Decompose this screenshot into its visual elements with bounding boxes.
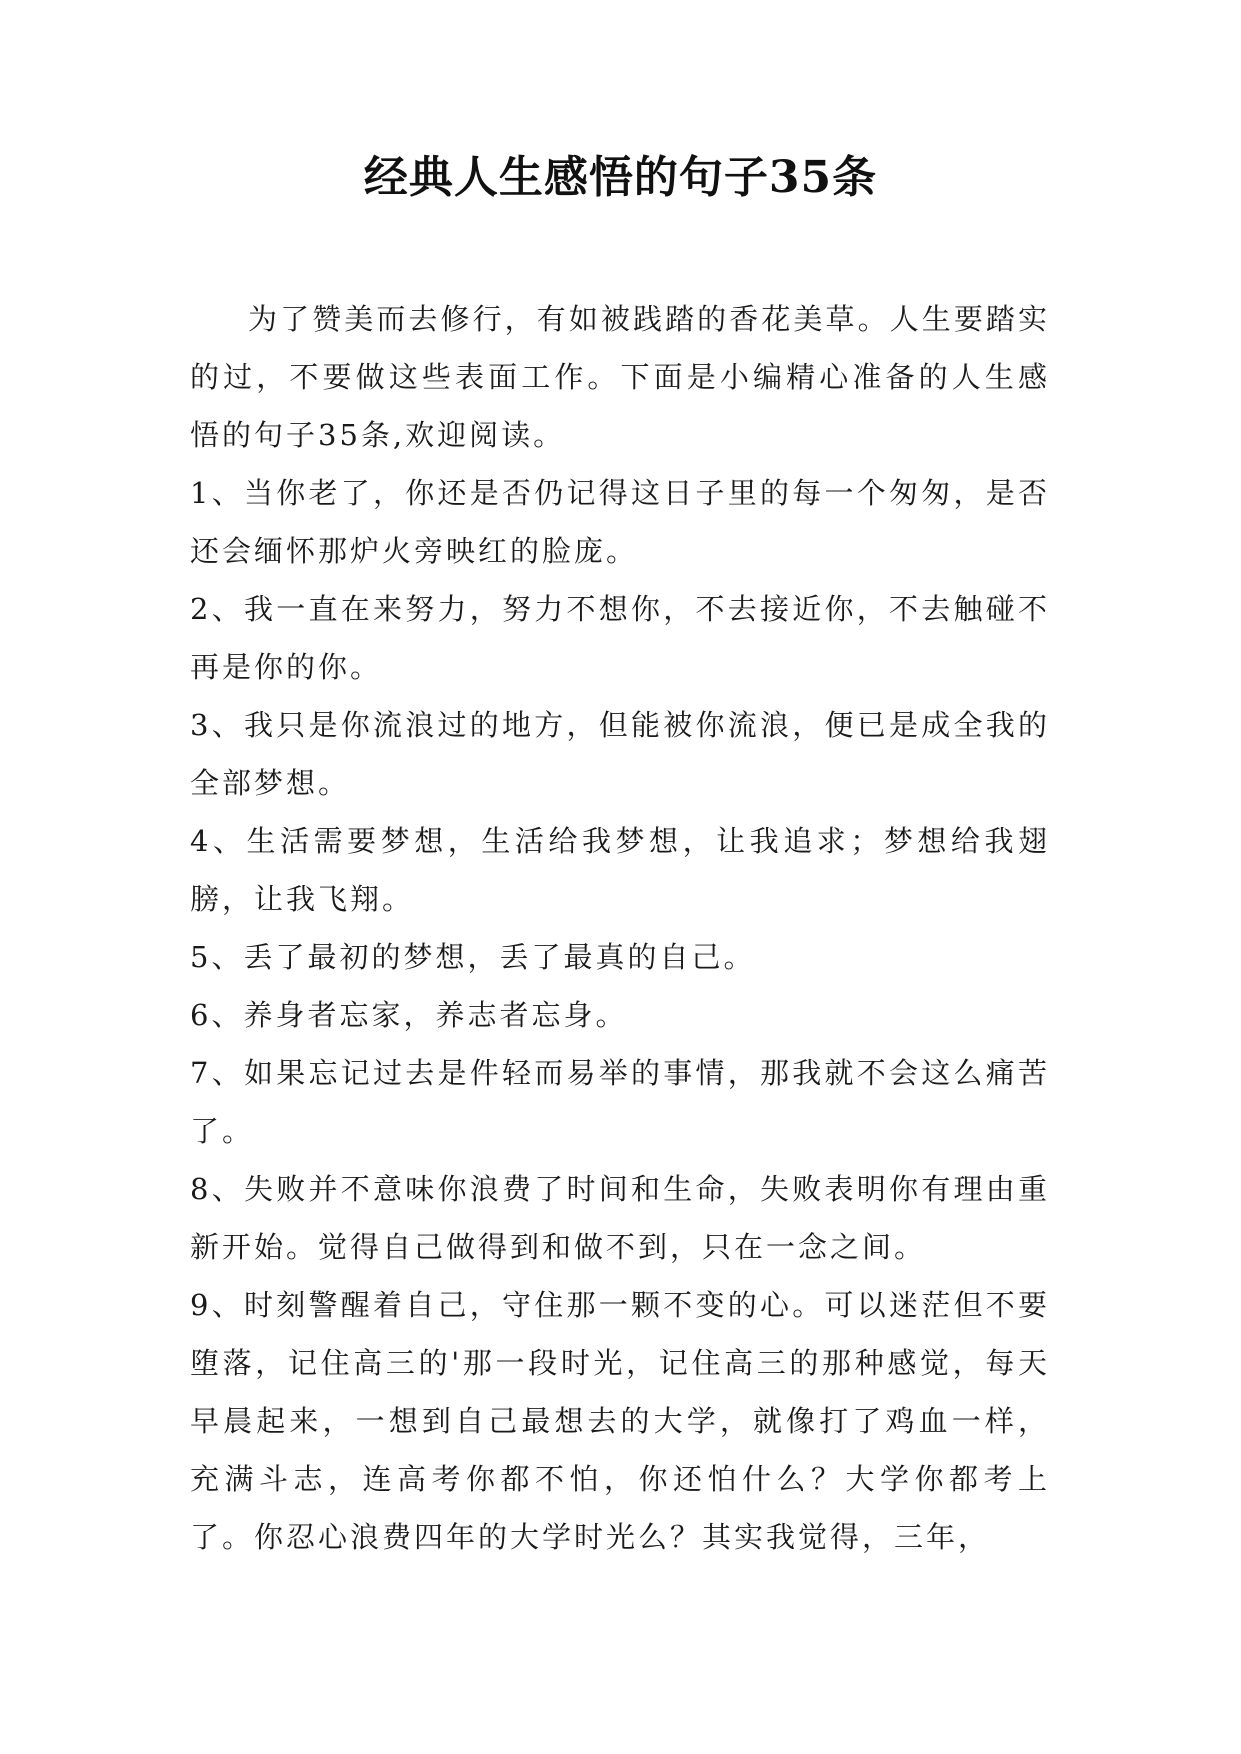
- document-body: [190, 290, 1050, 1566]
- list-item: 8、失败并不意味你浪费了时间和生命，失败表明你有理由重新开始。觉得自己做得到和做不到，只在一念之间。: [190, 1172, 1050, 1264]
- list-item: 6、养身者忘家，养志者忘身。: [190, 998, 628, 1032]
- list-item: 4、生活需要梦想，生活给我梦想，让我追求；梦想给我翅膀，让我飞翔。: [190, 824, 1050, 916]
- document-title: 经典人生感悟的句子35条: [363, 152, 878, 203]
- intro-paragraph: 为了赞美而去修行，有如被践踏的香花美草。人生要踏实的过，不要做这些表面工作。下面是小编精心准备的人生感悟的句子35条,欢迎阅读。: [190, 302, 1050, 452]
- list-item: 2、我一直在来努力，努力不想你，不去接近你，不去触碰不再是你的你。: [190, 592, 1050, 684]
- list-item: 3、我只是你流浪过的地方，但能被你流浪，便已是成全我的全部梦想。: [190, 708, 1050, 800]
- list-item: 7、如果忘记过去是件轻而易举的事情，那我就不会这么痛苦了。: [190, 1056, 1050, 1148]
- list-item: 5、丢了最初的梦想，丢了最真的自己。: [190, 940, 756, 974]
- list-item: 1、当你老了，你还是否仍记得这日子里的每一个匆匆，是否还会缅怀那炉火旁映红的脸庞。: [190, 476, 1050, 568]
- list-item: 9、时刻警醒着自己，守住那一颗不变的心。可以迷茫但不要堕落，记住高三的'那一段时光，记住高三的那种感觉，每天早晨起来，一想到自己最想去的大学，就像打了鸡血一样，充满斗志，连高考你都不怕，你还怕什么？大学你都考上了。你忍心浪费四年的大学时光么？其实我觉得，三年，: [190, 1288, 1050, 1554]
